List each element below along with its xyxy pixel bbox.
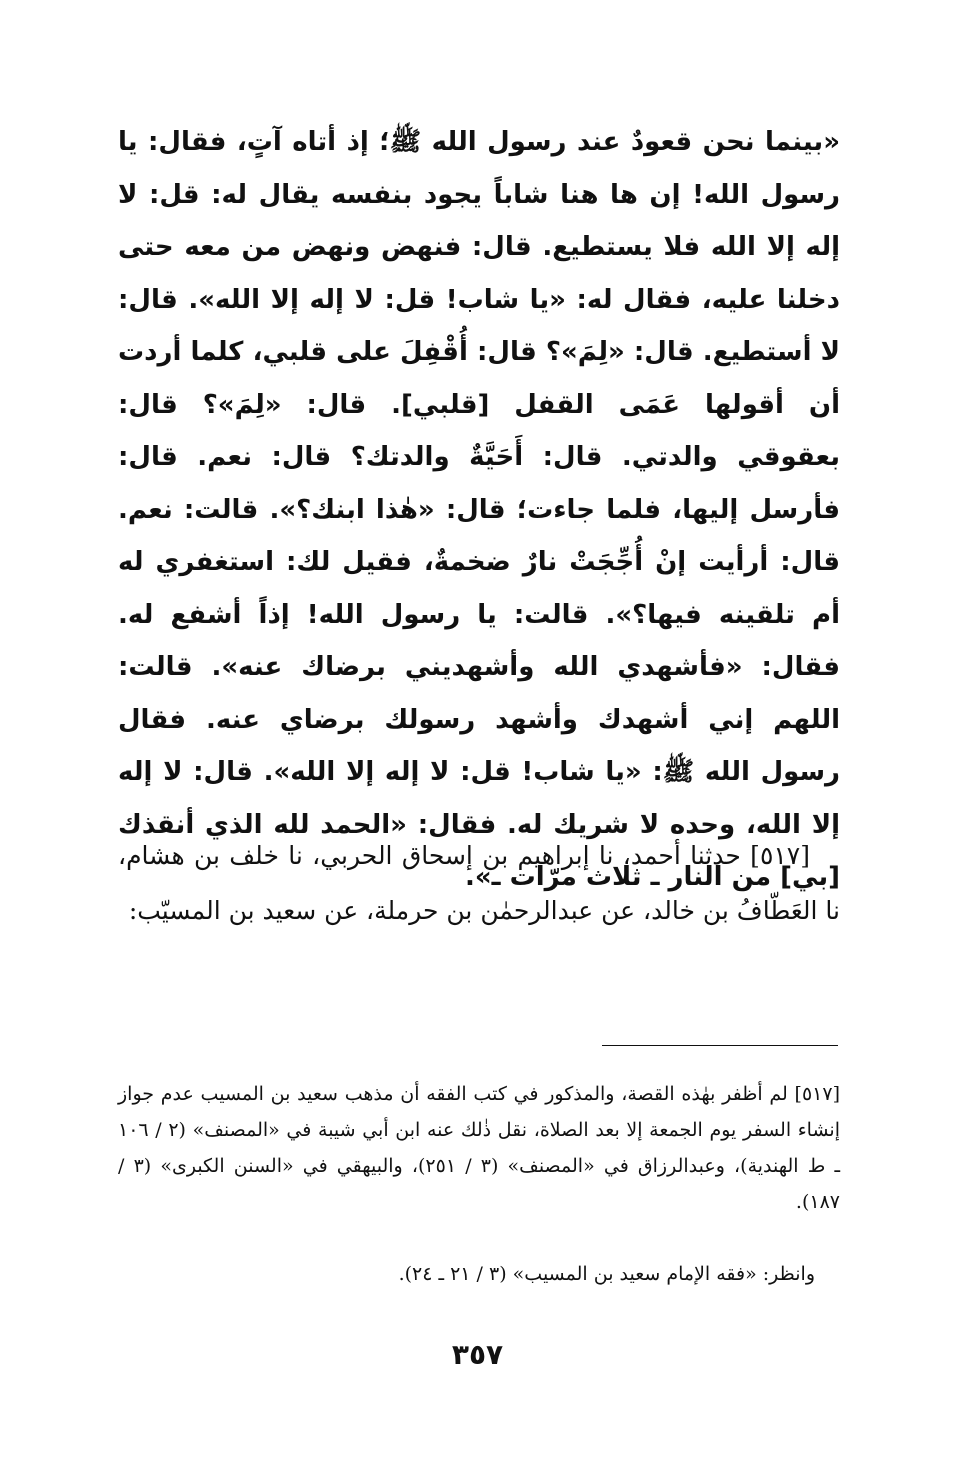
footnote-see-also: وانظر: «فقه الإمام سعيد بن المسيب» (٣ / ٢١ ـ ٢٤).: [398, 1263, 815, 1285]
hadith-517-paragraph: [٥١٧] حدثنا أحمد، نا إبراهيم بن إسحاق الحربي، نا خلف بن هشام، نا العَطّافُ بن خالد، عن عبدالرحمٰن بن حرملة، عن سعيد بن المسيّب:: [118, 841, 840, 925]
footnote-divider: [602, 1045, 838, 1046]
main-paragraph: «بينما نحن قعودٌ عند رسول الله ﷺ؛ إذ أتاه آتٍ، فقال: يا رسول الله! إن ها هنا شاباً يجود بنفسه يقال له: قل: لا إله إلا الله فلا يستطيع. قال: فنهض ونهض من معه حتى دخلنا عليه، فقال له: «يا شاب! قل: لا إله إلا الله». قال: لا أستطيع. قال: «لِمَ»؟ قال: أُقْفِلَ على قلبي، كلما أردت أن أقولها عَمَى القفل [قلبي]. قال: «لِمَ»؟ قال: بعقوقي والدتي. قال: أَحَيَّةٌ والدتك؟ قال: نعم. قال: فأرسل إليها، فلما جاءت؛ قال: «هٰذا ابنك؟». قالت: نعم. قال: أرأيت إنْ أُجِّجَتْ نارٌ ضخمةٌ، فقيل لك: استغفري له أم تلقينه فيها؟». قالت: يا رسول الله! إذاً أشفع له. فقال: «فأشهدي الله وأشهديني برضاك عنه». قالت: اللهم إني أشهدك وأشهد رسولك برضاي عنه. فقال رسول الله ﷺ: «يا شاب! قل: لا إله إلا الله». قال: لا إله إلا الله، وحده لا شريك له. فقال: «الحمد لله الذي أنقذك [بي] من النار ـ ثلاث مرّات ـ».: [118, 127, 840, 892]
footnote-517: [٥١٧] لم أظفر بهٰذه القصة، والمذكور في كتب الفقه أن مذهب سعيد بن المسيب عدم جواز إنشاء السفر يوم الجمعة إلا بعد الصلاة، نقل ذٰلك عنه ابن أبي شيبة في «المصنف» (٢ / ١٠٦ ـ ط الهندية)، وعبدالرزاق في «المصنف» (٣ / ٢٥١)، والبيهقي في «السنن الكبرى» (٣ / ١٨٧).: [118, 1083, 841, 1213]
page-number: ٣٥٧: [451, 1338, 504, 1371]
